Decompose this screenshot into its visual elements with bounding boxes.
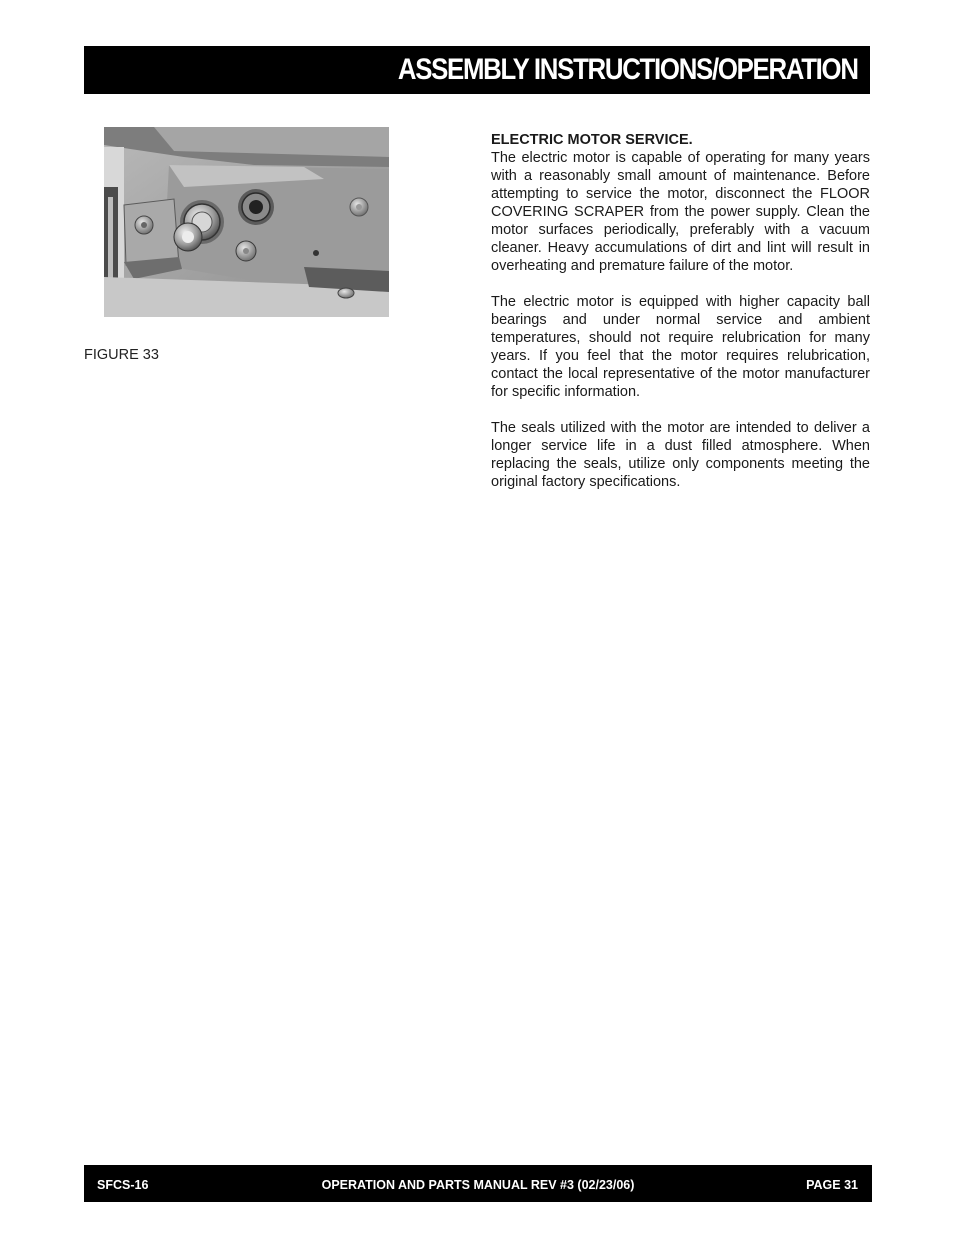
figure-caption: FIGURE 33 — [84, 347, 159, 363]
paragraph: The electric motor is capable of operating for many years with a reasonably small amount of maintenance. Before attempting to service the motor, disconnect the FLOOR COVERING SCRAPER from the power supply. Clean the motor surfaces periodically, preferably with a vacuum cleaner. Heavy accumulations of dirt and lint will result in overheating and premature failure of the motor. — [491, 150, 870, 274]
paragraph: The seals utilized with the motor are intended to deliver a longer service life in a dust filled atmosphere. When replacing the seals, utilize only components meeting the original factory specifications. — [491, 420, 870, 490]
footer-page-number: PAGE 31 — [806, 1178, 858, 1192]
article — [491, 131, 870, 509]
section-heading: ELECTRIC MOTOR SERVICE. — [491, 132, 693, 148]
footer-manual-title: OPERATION AND PARTS MANUAL REV #3 (02/23/06) — [321, 1178, 635, 1192]
figure-photo — [104, 127, 389, 317]
motor-bracket-photo — [104, 127, 389, 317]
page-title: ASSEMBLY INSTRUCTIONS/OPERATION — [398, 53, 858, 86]
footer-bar — [84, 1165, 872, 1202]
footer-model: SFCS-16 — [97, 1178, 149, 1192]
header-bar — [84, 46, 870, 94]
paragraph: The electric motor is equipped with higher capacity ball bearings and under normal service and ambient temperatures, should not require relubrication for many years. If you feel that the motor requires relubrication, contact the local representative of the motor manufacturer for specific information. — [491, 294, 870, 400]
